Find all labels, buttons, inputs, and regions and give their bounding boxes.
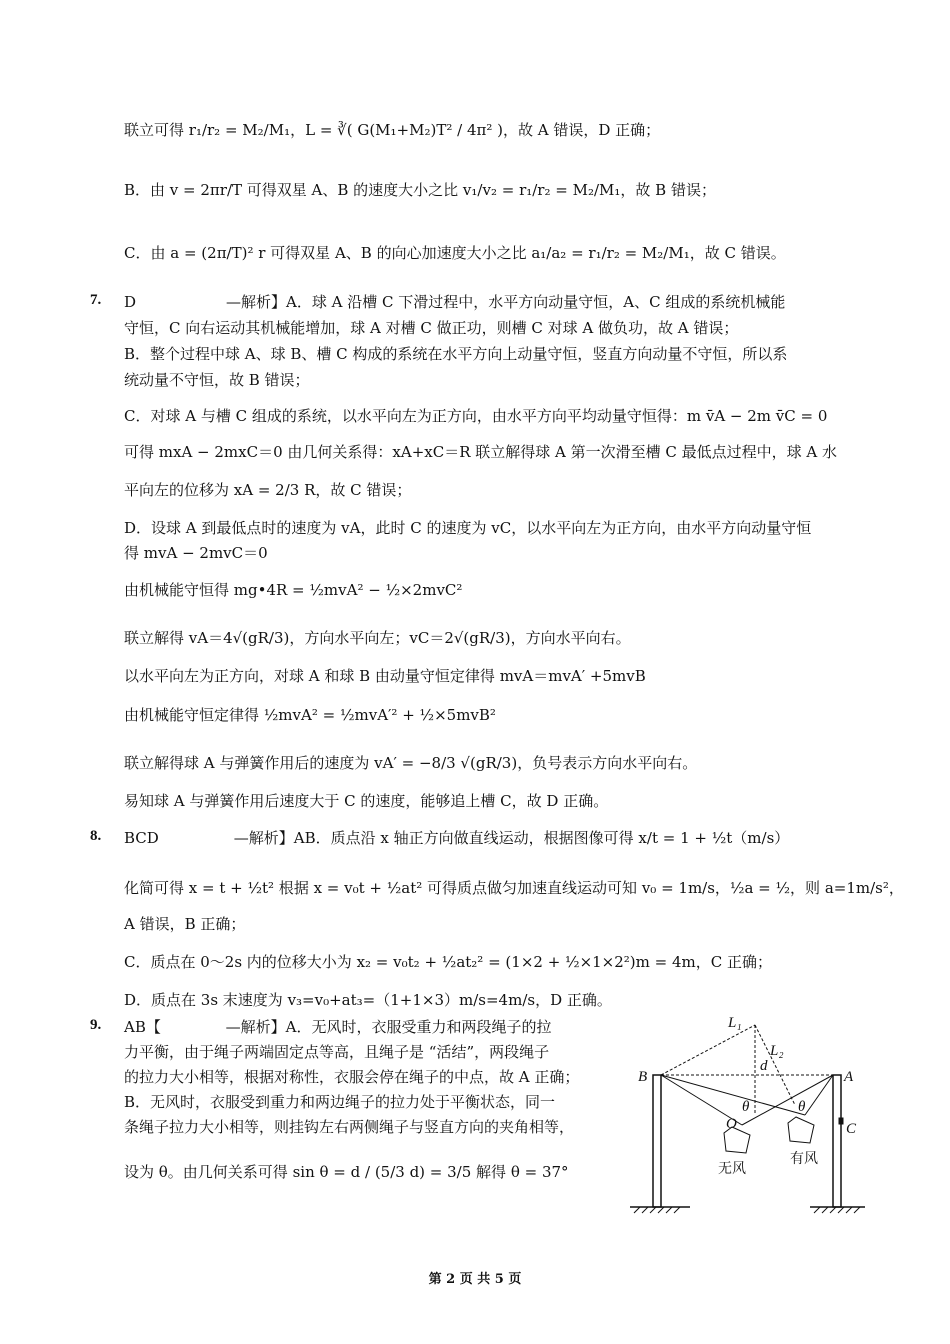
question-8-number: 8. [90, 828, 102, 844]
label-theta-1: θ [742, 1099, 750, 1115]
line-1: 联立可得 r₁/r₂ = M₂/M₁，L = ∛( G(M₁+M₂)T² / 4π² )，故 A 错误，D 正确； [124, 121, 661, 139]
q7-line-14: 联立解得球 A 与弹簧作用后的速度为 vA′ = −8/3 √(gR/3)，负号表示方向水平向右。 [124, 754, 698, 772]
q7-line-9: 得 mvA − 2mvC＝0 [124, 544, 268, 562]
q7-line-13: 由机械能守恒定律得 ½mvA² = ½mvA′² + ½×5mvB² [124, 706, 496, 724]
label-theta-2: θ [798, 1099, 806, 1115]
label-O: O [726, 1116, 737, 1132]
q7-line-1: D —解析】A．球 A 沿槽 C 下滑过程中，水平方向动量守恒，A、C 组成的系统机械能 [124, 293, 786, 311]
q9-line-5: 条绳子拉力大小相等，则挂钩左右两侧绳子与竖直方向的夹角相等， [124, 1118, 575, 1136]
q8-line-4: C．质点在 0～2s 内的位移大小为 x₂ = v₀t₂ + ½at₂² = (1×2 + ½×1×2²)m = 4m，C 正确； [124, 953, 772, 971]
q7-line-11: 联立解得 vA＝4√(gR/3)，方向水平向左；vC＝2√(gR/3)，方向水平向右。 [124, 629, 631, 647]
line-3: C．由 a = (2π/T)² r 可得双星 A、B 的向心加速度大小之比 a₁/a₂ = r₁/r₂ = M₂/M₁，故 C 错误。 [124, 244, 786, 262]
label-B: B [638, 1069, 648, 1085]
label-wind: 有风 [790, 1151, 818, 1167]
q8-line-5: D．质点在 3s 末速度为 v₃=v₀+at₃=（1+1×3）m/s=4m/s，D 正确。 [124, 991, 612, 1009]
q7-line-15: 易知球 A 与弹簧作用后速度大于 C 的速度，能够追上槽 C，故 D 正确。 [124, 792, 609, 810]
q7-line-2: 守恒，C 向右运动其机械能增加，球 A 对槽 C 做正功，则槽 C 对球 A 做负功，故 A 错误； [124, 319, 739, 337]
q9-line-4: B．无风时，衣服受到重力和两边绳子的拉力处于平衡状态，同一 [124, 1093, 556, 1111]
question-7-number: 7. [90, 292, 102, 308]
q7-line-5: C．对球 A 与槽 C 组成的系统，以水平向左为正方向，由水平方向平均动量守恒得：m v̄A − 2m v̄C = 0 [124, 407, 828, 425]
label-no-wind: 无风 [718, 1161, 746, 1177]
q7-line-10: 由机械能守恒得 mg•4R = ½mvA² − ½×2mvC² [124, 581, 463, 599]
q8-line-1: BCD —解析】AB．质点沿 x 轴正方向做直线运动，根据图像可得 x/t = 1 + ½t（m/s） [124, 829, 790, 847]
right-pole [833, 1075, 841, 1207]
q7-line-3: B．整个过程中球 A、球 B、槽 C 构成的系统在水平方向上动量守恒，竖直方向动量不守恒，所以系 [124, 345, 788, 363]
label-A: A [844, 1069, 854, 1085]
label-L2: L₂ [770, 1043, 784, 1059]
q8-line-3: A 错误，B 正确； [124, 915, 246, 933]
label-L1: L₁ [728, 1015, 742, 1031]
q9-line-1: AB【 —解析】A．无风时，衣服受重力和两段绳子的拉 [124, 1018, 552, 1036]
line-2: B．由 v = 2πr/T 可得双星 A、B 的速度大小之比 v₁/v₂ = r₁/r₂ = M₂/M₁，故 B 错误； [124, 181, 716, 199]
left-pole [653, 1075, 661, 1207]
question-9-number: 9. [90, 1017, 102, 1033]
page-footer: 第 2 页 共 5 页 [428, 1272, 522, 1287]
label-C: C [846, 1121, 857, 1137]
q7-line-8: D．设球 A 到最低点时的速度为 vA，此时 C 的速度为 vC，以水平向左为正方向，由水平方向动量守恒 [124, 519, 812, 537]
q7-line-6: 可得 mxA − 2mxC＝0 由几何关系得：xA+xC＝R 联立解得球 A 第一次滑至槽 C 最低点过程中，球 A 水 [124, 443, 838, 461]
q9-line-2: 力平衡，由于绳子两端固定点等高，且绳子是 “活结”，两段绳子 [124, 1043, 550, 1061]
q7-line-4: 统动量不守恒，故 B 错误； [124, 371, 310, 389]
q9-line-6: 设为 θ。由几何关系可得 sin θ = d / (5/3 d) = 3/5 解得 θ = 37° [124, 1163, 569, 1181]
q7-line-7: 平向左的位移为 xA = 2/3 R，故 C 错误； [124, 481, 412, 499]
q8-line-2: 化简可得 x = t + ½t² 根据 x = v₀t + ½at² 可得质点做匀加速直线运动可知 v₀ = 1m/s，½a = ½，则 a=1m/s²， [124, 879, 904, 897]
q9-line-3: 的拉力大小相等，根据对称性，衣服会停在绳子的中点，故 A 正确； [124, 1068, 580, 1086]
clothesline-figure [620, 1015, 870, 1225]
q7-line-12: 以水平向左为正方向，对球 A 和球 B 由动量守恒定律得 mvA＝mvA′ +5mvB [124, 667, 646, 685]
label-d: d [760, 1058, 768, 1074]
